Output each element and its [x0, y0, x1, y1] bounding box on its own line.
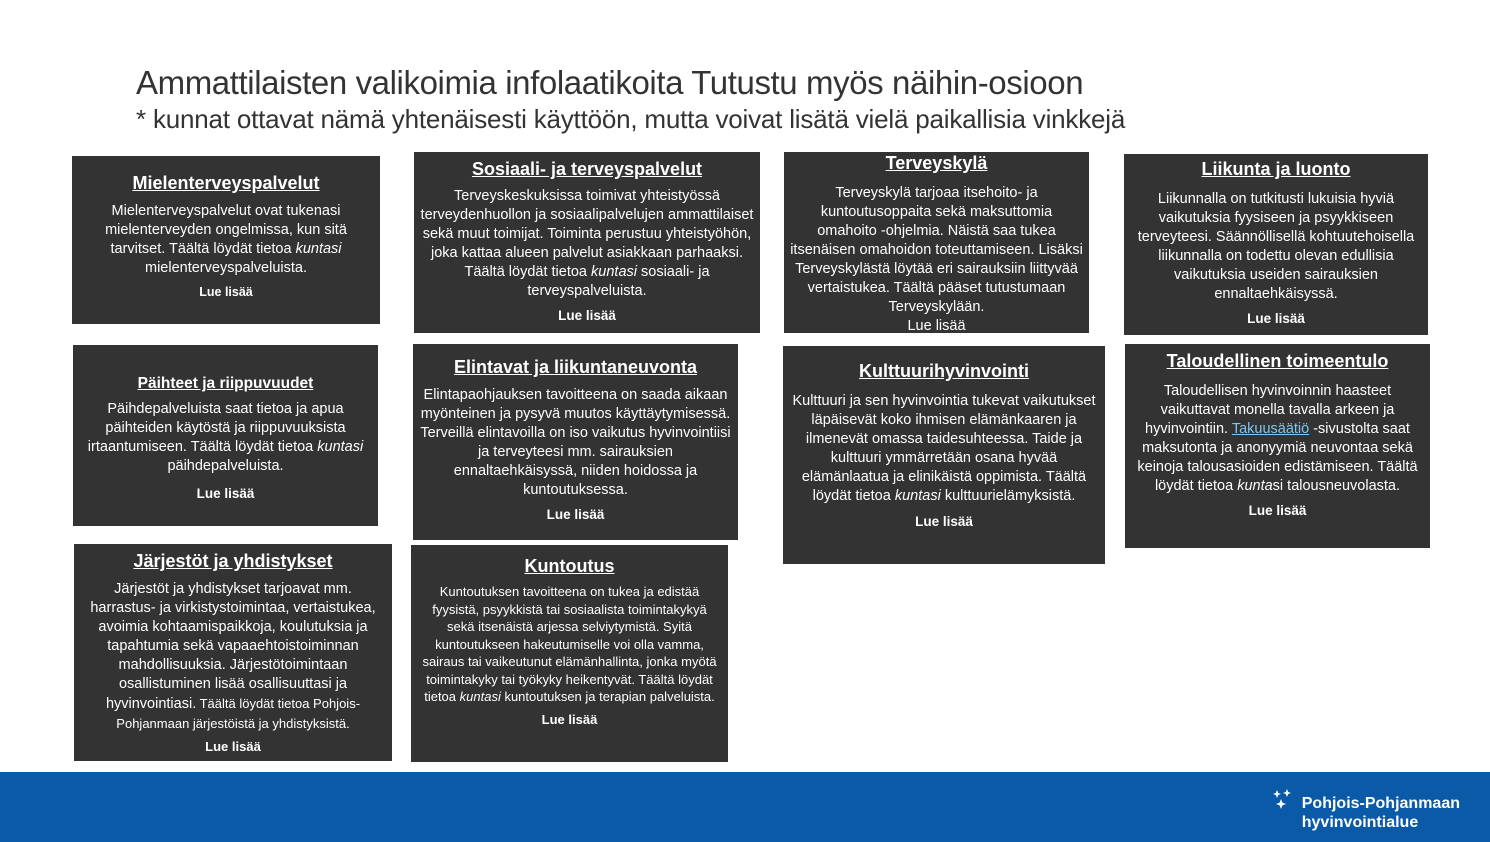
read-more-link[interactable]: Lue lisää — [199, 285, 253, 299]
read-more-link[interactable]: Lue lisää — [907, 318, 966, 333]
card-sosiaali-ja-terveyspalvelut — [414, 152, 760, 333]
organization-logo[interactable] — [1272, 786, 1460, 830]
read-more-link[interactable]: Lue lisää — [196, 486, 255, 501]
read-more-link[interactable]: Lue lisää — [541, 711, 598, 727]
logo-text — [1302, 794, 1460, 832]
read-more-link[interactable]: Lue lisää — [546, 507, 605, 522]
logo-line-1: Pohjois-Pohjanmaan — [1301, 795, 1460, 812]
card-title[interactable]: Sosiaali- ja terveyspalvelut — [471, 159, 703, 179]
card-title[interactable]: Elintavat ja liikuntaneuvonta — [453, 357, 698, 377]
logo-line-2: hyvinvointialue — [1301, 814, 1419, 831]
card-liikunta-ja-luonto — [1124, 154, 1428, 335]
card-body: Päihdepalveluista saat tietoa ja apua päihteiden käytöstä ja riippuvuuksista irtaantumiseen. Täältä löydät tietoa kuntasi päihdepalveluista. — [87, 401, 364, 474]
read-more-link[interactable]: Lue lisää — [915, 514, 973, 529]
card-body: Kuntoutuksen tavoitteena on tukea ja edistää fyysistä, psyykkistä tai sosiaalista toimintakykyä sekä itsenäistä arjessa selviytymistä. Syitä kuntoutukseen hakeutumiselle voi olla vamma, sairaus tai vaikeutunut elämänhallinta, jonka myötä toimintakyky tai työkyky heikentyvät. Täältä löydät tietoa kuntasi kuntoutuksen ja terapian palveluista. — [422, 584, 717, 704]
card-body: Terveyskeskuksissa toimivat yhteistyössä terveydenhuollon ja sosiaalipalvelujen ammattilaiset sekä muut toimijat. Toiminta perustuu yhteistyöhön, joka kattaa alueen palvelut asiakkaan parhaaksi. Täältä löydät tietoa kuntasi sosiaali- ja terveyspalveluista. — [420, 188, 754, 299]
card-title[interactable]: Kulttuurihyvinvointi — [859, 361, 1029, 381]
takuusaatio-link[interactable]: Takuusäätiö — [1231, 421, 1310, 437]
read-more-link[interactable]: Lue lisää — [558, 308, 616, 323]
read-more-link[interactable]: Lue lisää — [1248, 503, 1307, 518]
card-terveyskyla — [784, 152, 1089, 333]
card-body: Liikunnalla on tutkitusti lukuisia hyviä vaikutuksia fyysiseen ja psyykkiseen terveyteesi. Säännöllisellä kohtuutehoisella liikunnalla on todettu olevan edullisia vaikutuksia useiden sairauksien ennaltaehkäisyssä. — [1137, 191, 1415, 302]
card-title[interactable]: Taloudellinen toimeentulo — [1166, 351, 1389, 371]
card-body: Taloudellisen hyvinvoinnin haasteet vaikuttavat monella tavalla arkeen ja hyvinvointiin. Takuusäätiö -sivustolta saat maksutonta ja anonyymiä neuvontaa sekä keinoja talousasioiden edistämiseen. Täältä löydät tietoa kuntasi talousneuvolasta. — [1137, 383, 1418, 494]
card-body: Kulttuuri ja sen hyvinvointia tukevat vaikutukset läpäisevät koko ihmisen elämänkaaren ja ilmenevät omassa taidesuhteessa. Taide ja kulttuuri ymmärretään osana hyvää elämänlaatua ja elinikäistä oppimista. Täältä löydät tietoa kuntasi kulttuurielämyksistä. — [792, 393, 1096, 504]
slide-subtitle: * kunnat ottavat nämä yhtenäisesti käyttöön, mutta voivat lisätä vielä paikallisia vinkkejä — [136, 104, 1126, 134]
read-more-link[interactable]: Lue lisää — [205, 739, 261, 754]
card-title[interactable]: Päihteet ja riippuvuudet — [137, 375, 314, 392]
card-title[interactable]: Kuntoutus — [524, 556, 615, 576]
card-title[interactable]: Järjestöt ja yhdistykset — [133, 551, 333, 571]
card-paihteet-ja-riippuvuudet — [73, 345, 378, 526]
card-kuntoutus — [411, 545, 728, 762]
card-jarjestot-ja-yhdistykset — [74, 544, 392, 761]
card-mielenterveyspalvelut — [72, 156, 380, 324]
star-cluster-icon — [1272, 786, 1300, 816]
card-kulttuurihyvinvointi — [783, 346, 1105, 564]
card-body: Terveyskylä tarjoaa itsehoito- ja kuntoutusoppaita sekä maksuttomia omahoito -ohjelmia. Näistä saa tukea itsenäisen omahoidon toteuttamiseen. Lisäksi Terveyskylästä löytää eri sairauksiin liittyvää vertaistukea. Täältä pääset tutustumaan Terveyskylään. — [790, 185, 1083, 315]
card-taloudellinen-toimeentulo — [1125, 344, 1430, 548]
card-body: Mielenterveyspalvelut ovat tukenasi mielenterveyden ongelmissa, kun sitä tarvitset. Täältä löydät tietoa kuntasi mielenterveyspalveluista. — [105, 203, 347, 276]
slide-title: Ammattilaisten valikoimia infolaatikoita Tutustu myös näihin-osioon — [136, 64, 1084, 101]
footer-bar — [0, 772, 1490, 842]
card-title[interactable]: Terveyskylä — [885, 153, 988, 173]
card-elintavat-ja-liikuntaneuvonta — [413, 344, 738, 540]
card-title[interactable]: Mielenterveyspalvelut — [132, 173, 320, 193]
read-more-link[interactable]: Lue lisää — [1247, 311, 1305, 326]
card-body: Järjestöt ja yhdistykset tarjoavat mm. harrastus- ja virkistystoimintaa, vertaistukea, avoimia kohtaamispaikkoja, koulutuksia ja tapahtumia sekä vapaaehtoistoiminnan mahdollisuuksia. Järjestötoimintaan osallistuminen lisää osallisuuttasi ja hyvinvointiasi. Täältä löydät tietoa Pohjois-Pohjanmaan järjestöistä ja yhdistyksistä. — [90, 581, 376, 731]
card-title[interactable]: Liikunta ja luonto — [1201, 159, 1351, 179]
card-body: Elintapaohjauksen tavoitteena on saada aikaan myönteinen ja pysyvä muutos käyttäytymisessä. Terveillä elintavoilla on iso vaikutus hyvinvointiisi ja terveyteesi mm. sairauksien ennaltaehkäisyssä, niiden hoidossa ja kuntoutuksessa. — [420, 387, 731, 498]
